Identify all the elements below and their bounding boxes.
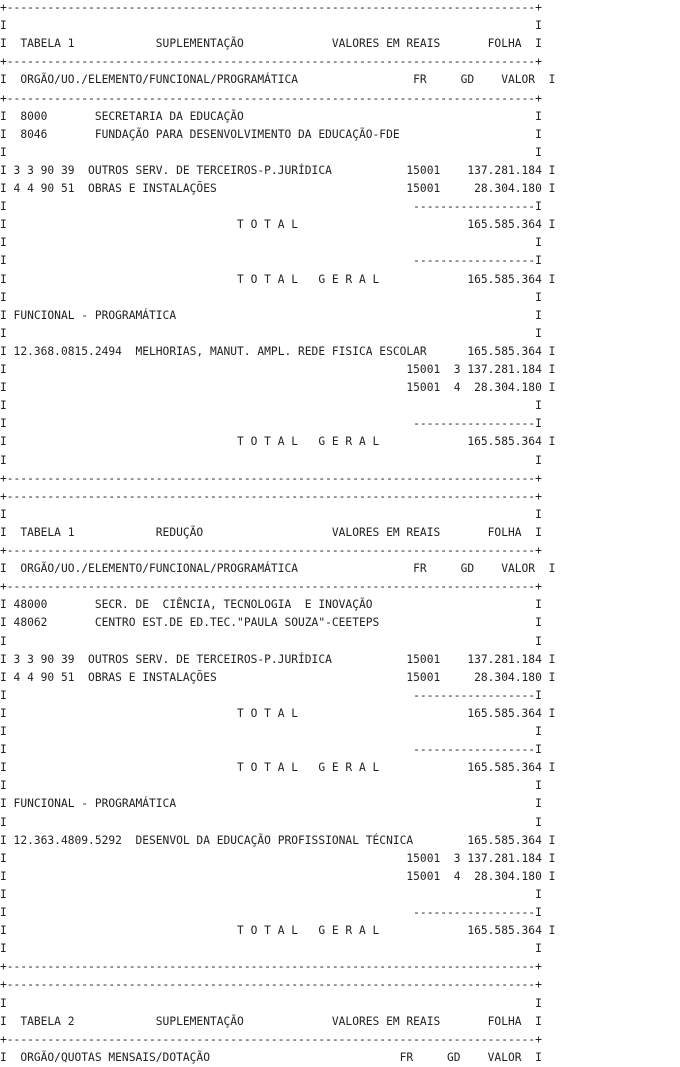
blank-line: I I bbox=[0, 399, 542, 413]
total-line: I T O T A L G E R A L 165.585.364 I bbox=[0, 924, 556, 938]
blank-line: I I bbox=[0, 145, 542, 159]
text-line: I 4 4 90 51 OBRAS E INSTALAÇÕES 15001 28.304.180 I bbox=[0, 670, 556, 684]
text-line: I 15001 4 28.304.180 I bbox=[0, 869, 556, 883]
text-line: I 4 4 90 51 OBRAS E INSTALAÇÕES 15001 28.304.180 I bbox=[0, 182, 556, 195]
column-header-line: I ORGÃO/QUOTAS MENSAIS/DOTAÇÃO FR GD VALOR I bbox=[0, 1050, 542, 1064]
border-rule: +------------------------------------------------------------------------------+ bbox=[0, 55, 542, 69]
text-line: I 15001 4 28.304.180 I bbox=[0, 381, 556, 395]
text-line: I 3 3 90 39 OUTROS SERV. DE TERCEIROS-P.JURÍDICA 15001 137.281.184 I bbox=[0, 652, 556, 666]
blank-line: I I bbox=[0, 236, 542, 250]
blank-line: I I bbox=[0, 725, 542, 738]
text-line: I 15001 3 137.281.184 I bbox=[0, 851, 556, 865]
column-header-line: I ORGÃO/UO./ELEMENTO/FUNCIONAL/PROGRAMÁTICA FR GD VALOR I bbox=[0, 73, 556, 87]
total-line: I T O T A L G E R A L 165.585.364 I bbox=[0, 435, 556, 449]
subtotal-rule: I ------------------I bbox=[0, 743, 542, 757]
blank-line: I I bbox=[0, 507, 542, 521]
border-rule: +------------------------------------------------------------------------------+ bbox=[0, 960, 542, 974]
border-rule: +------------------------------------------------------------------------------+ bbox=[0, 489, 542, 503]
total-line: I T O T A L 165.585.364 I bbox=[0, 706, 556, 720]
border-rule: +------------------------------------------------------------------------------+ bbox=[0, 978, 542, 992]
text-line: I 8046 FUNDAÇÃO PARA DESENVOLVIMENTO DA EDUCAÇÃO-FDE I bbox=[0, 127, 542, 141]
text-line: I 8000 SECRETARIA DA EDUCAÇÃO I bbox=[0, 109, 542, 123]
text-line: I 48062 CENTRO EST.DE ED.TEC."PAULA SOUZA"-CEETEPS I bbox=[0, 616, 542, 630]
subtotal-rule: I ------------------I bbox=[0, 200, 542, 214]
blank-line: I I bbox=[0, 779, 542, 793]
border-rule: +------------------------------------------------------------------------------+ bbox=[0, 1, 542, 14]
blank-line: I I bbox=[0, 996, 542, 1010]
subtotal-rule: I ------------------I bbox=[0, 417, 542, 431]
blank-line: I I bbox=[0, 19, 542, 33]
border-rule: +------------------------------------------------------------------------------+ bbox=[0, 1032, 542, 1046]
text-line: I 3 3 90 39 OUTROS SERV. DE TERCEIROS-P.JURÍDICA 15001 137.281.184 I bbox=[0, 163, 556, 177]
blank-line: I I bbox=[0, 942, 542, 956]
text-line: I 12.363.4809.5292 DESENVOL DA EDUCAÇÃO PROFISSIONAL TÉCNICA 165.585.364 I bbox=[0, 833, 556, 847]
subtotal-rule: I ------------------I bbox=[0, 254, 542, 268]
table-title-line: I TABELA 1 REDUÇÃO VALORES EM REAIS FOLHA I bbox=[0, 525, 542, 539]
blank-line: I I bbox=[0, 290, 542, 304]
text-line: I 12.368.0815.2494 MELHORIAS, MANUT. AMPL. REDE FISICA ESCOLAR 165.585.364 I bbox=[0, 344, 556, 358]
table-title-line: I TABELA 1 SUPLEMENTAÇÃO VALORES EM REAIS FOLHA I bbox=[0, 37, 542, 51]
total-line: I T O T A L 165.585.364 I bbox=[0, 218, 556, 232]
blank-line: I I bbox=[0, 815, 542, 829]
border-rule: +------------------------------------------------------------------------------+ bbox=[0, 471, 542, 485]
border-rule: +------------------------------------------------------------------------------+ bbox=[0, 580, 542, 594]
blank-line: I I bbox=[0, 453, 542, 467]
blank-line: I I bbox=[0, 887, 542, 901]
border-rule: +------------------------------------------------------------------------------+ bbox=[0, 544, 542, 557]
table-title-line: I TABELA 2 SUPLEMENTAÇÃO VALORES EM REAIS FOLHA I bbox=[0, 1014, 542, 1028]
blank-line: I I bbox=[0, 634, 542, 648]
border-rule: +------------------------------------------------------------------------------+ bbox=[0, 91, 542, 105]
text-line: I FUNCIONAL - PROGRAMÁTICA I bbox=[0, 308, 542, 322]
column-header-line: I ORGÃO/UO./ELEMENTO/FUNCIONAL/PROGRAMÁTICA FR GD VALOR I bbox=[0, 562, 556, 576]
text-line: I FUNCIONAL - PROGRAMÁTICA I bbox=[0, 797, 542, 811]
text-line: I 15001 3 137.281.184 I bbox=[0, 363, 556, 376]
total-line: I T O T A L G E R A L 165.585.364 I bbox=[0, 272, 556, 286]
subtotal-rule: I ------------------I bbox=[0, 688, 542, 702]
subtotal-rule: I ------------------I bbox=[0, 906, 542, 919]
blank-line: I I bbox=[0, 326, 542, 340]
total-line: I T O T A L G E R A L 165.585.364 I bbox=[0, 761, 556, 775]
text-line: I 48000 SECR. DE CIÊNCIA, TECNOLOGIA E INOVAÇÃO I bbox=[0, 598, 542, 612]
